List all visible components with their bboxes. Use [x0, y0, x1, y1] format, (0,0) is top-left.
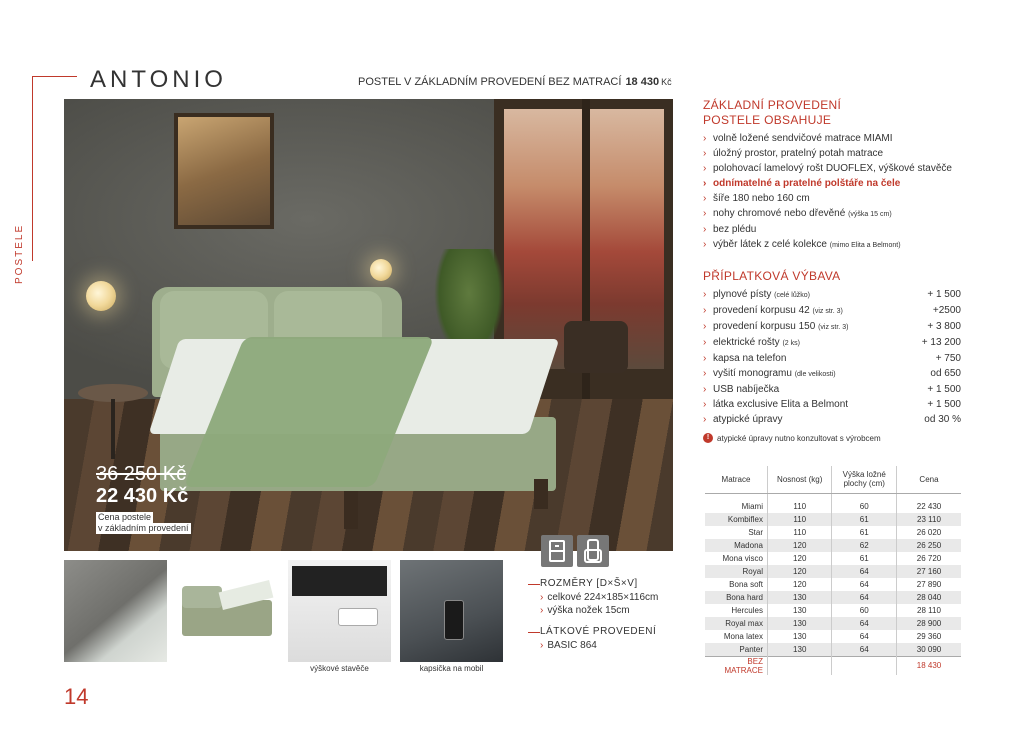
mattress-price-table — [705, 466, 961, 675]
original-price: 36 250 Kč — [96, 463, 187, 485]
product-title: ANTONIO — [90, 66, 227, 93]
table-header-row — [705, 466, 961, 493]
extras-list — [703, 287, 961, 427]
basic-title-line1: ZÁKLADNÍ PROVEDENÍ — [703, 98, 842, 112]
page-number: 14 — [64, 684, 89, 709]
extras-item: › USB nabíječka + 1 500 — [703, 382, 961, 397]
photo-side-table-leg — [111, 399, 115, 459]
table-header: Cena — [896, 466, 961, 493]
frame-line-horizontal — [32, 76, 77, 77]
dimensions-item: › výška nožek 15cm — [540, 605, 630, 616]
phone-pocket-icon — [577, 535, 609, 567]
thumbnail-stavec-shadow — [292, 566, 387, 596]
thumbnail-phone — [444, 600, 464, 640]
headline — [358, 76, 672, 88]
extras-item: › plynové písty (celé lůžko) + 1 500 — [703, 287, 961, 303]
basic-item: › úložný prostor, pratelný potah matrace — [703, 146, 961, 161]
table-row: Bona soft 120 64 27 890 — [705, 578, 961, 591]
info-icon: ! — [703, 433, 713, 443]
table-row: Madona 120 62 26 250 — [705, 539, 961, 552]
thumbnail-height-adjusters — [288, 560, 391, 662]
table-header: Matrace — [705, 466, 767, 493]
basic-item-highlight: › odnímatelné a pratelné polštáře na čele — [703, 176, 961, 191]
table-row: Royal 120 64 27 160 — [705, 565, 961, 578]
basic-item: › volně ložené sendvičové matrace MIAMI — [703, 131, 961, 146]
fabric-line — [528, 632, 540, 633]
table-row: Bona hard 130 64 28 040 — [705, 591, 961, 604]
dimensions-title: ROZMĚRY [D×Š×V] — [540, 578, 638, 589]
caption-phone-pocket: kapsička na mobil — [419, 664, 484, 673]
extras-item: › kapsa na telefon + 750 — [703, 351, 961, 366]
extras-item: › provedení korpusu 150 (viz str. 3) + 3 800 — [703, 319, 961, 335]
dimensions-item: › celkové 224×185×116cm — [540, 592, 658, 603]
basic-item: › polohovací lamelový rošt DUOFLEX, výškové stavěče — [703, 161, 961, 176]
extras-note-text: atypické úpravy nutno konzultovat s výrobcem — [717, 433, 881, 443]
main-product-photo — [64, 99, 673, 551]
caption-height-adjusters: výškové stavěče — [310, 664, 369, 673]
dimensions-line — [528, 584, 540, 585]
basic-item: › nohy chromové nebo dřevěné (výška 15 cm) — [703, 206, 961, 222]
extras-item: › látka exclusive Elita a Belmont + 1 500 — [703, 397, 961, 412]
price-note — [96, 512, 191, 534]
table-row: Panter 130 64 30 090 — [705, 643, 961, 656]
table-row: Mona latex 130 64 29 360 — [705, 630, 961, 643]
table-row-base: BEZ MATRACE 18 430 — [705, 656, 961, 675]
basic-item: › šíře 180 nebo 160 cm — [703, 191, 961, 206]
photo-lamp-left — [86, 281, 116, 311]
thumbnail-stavec-part — [338, 608, 378, 626]
fabric-item: › BASIC 864 — [540, 640, 597, 651]
fabric-title: LÁTKOVÉ PROVEDENÍ — [540, 626, 657, 637]
headline-currency: Kč — [661, 77, 672, 87]
table-header: Nosnost (kg) — [767, 466, 832, 493]
headline-text: POSTEL V ZÁKLADNÍM PROVEDENÍ BEZ MATRACÍ — [358, 76, 622, 88]
right-column — [703, 98, 961, 443]
table-spacer — [705, 493, 961, 500]
headline-price: 18 430 — [625, 76, 660, 88]
thumbnail-phone-pocket — [400, 560, 503, 662]
photo-painting — [174, 113, 274, 229]
price-note-line1: Cena postele — [98, 512, 152, 522]
extras-title: PŘÍPLATKOVÁ VÝBAVA — [703, 269, 841, 283]
table-row: Miami 110 60 22 430 — [705, 500, 961, 513]
table-header: Výška ložné plochy (cm) — [832, 466, 897, 493]
extras-item: › elektrické rošty (2 ks) + 13 200 — [703, 335, 961, 351]
table-row: Royal max 130 64 28 900 — [705, 617, 961, 630]
section-label: POSTELE — [14, 223, 25, 284]
storage-drawer-icon — [541, 535, 573, 567]
photo-bed-leg-front — [344, 491, 358, 529]
price-note-line2: v základním provedení — [98, 523, 189, 533]
thumbnail-bed-headboard — [182, 586, 222, 608]
basic-item: › bez plédu — [703, 222, 961, 237]
sale-price: 22 430 Kč — [96, 485, 189, 507]
basic-item: › výběr látek z celé kolekce (mimo Elita a Belmont) — [703, 237, 961, 253]
basic-list — [703, 131, 961, 253]
extras-item: › vyšití monogramu (dle velikosti) od 650 — [703, 366, 961, 382]
extras-item: › provedení korpusu 42 (viz str. 3) +2500 — [703, 303, 961, 319]
table-row: Star 110 61 26 020 — [705, 526, 961, 539]
photo-pouf — [564, 321, 628, 373]
thumbnail-bed-storage — [176, 560, 279, 662]
table-row: Hercules 130 60 28 110 — [705, 604, 961, 617]
basic-title-line2: POSTELE OBSAHUJE — [703, 113, 832, 127]
table-row: Kombiflex 110 61 23 110 — [705, 513, 961, 526]
thumbnail-headboard — [64, 560, 167, 662]
extras-note — [703, 433, 961, 443]
frame-line-vertical — [32, 76, 33, 261]
photo-bed-leg-right — [534, 479, 548, 509]
table-row: Mona visco 120 61 26 720 — [705, 552, 961, 565]
photo-lamp-right — [370, 259, 392, 281]
extras-item: › atypické úpravy od 30 % — [703, 412, 961, 427]
